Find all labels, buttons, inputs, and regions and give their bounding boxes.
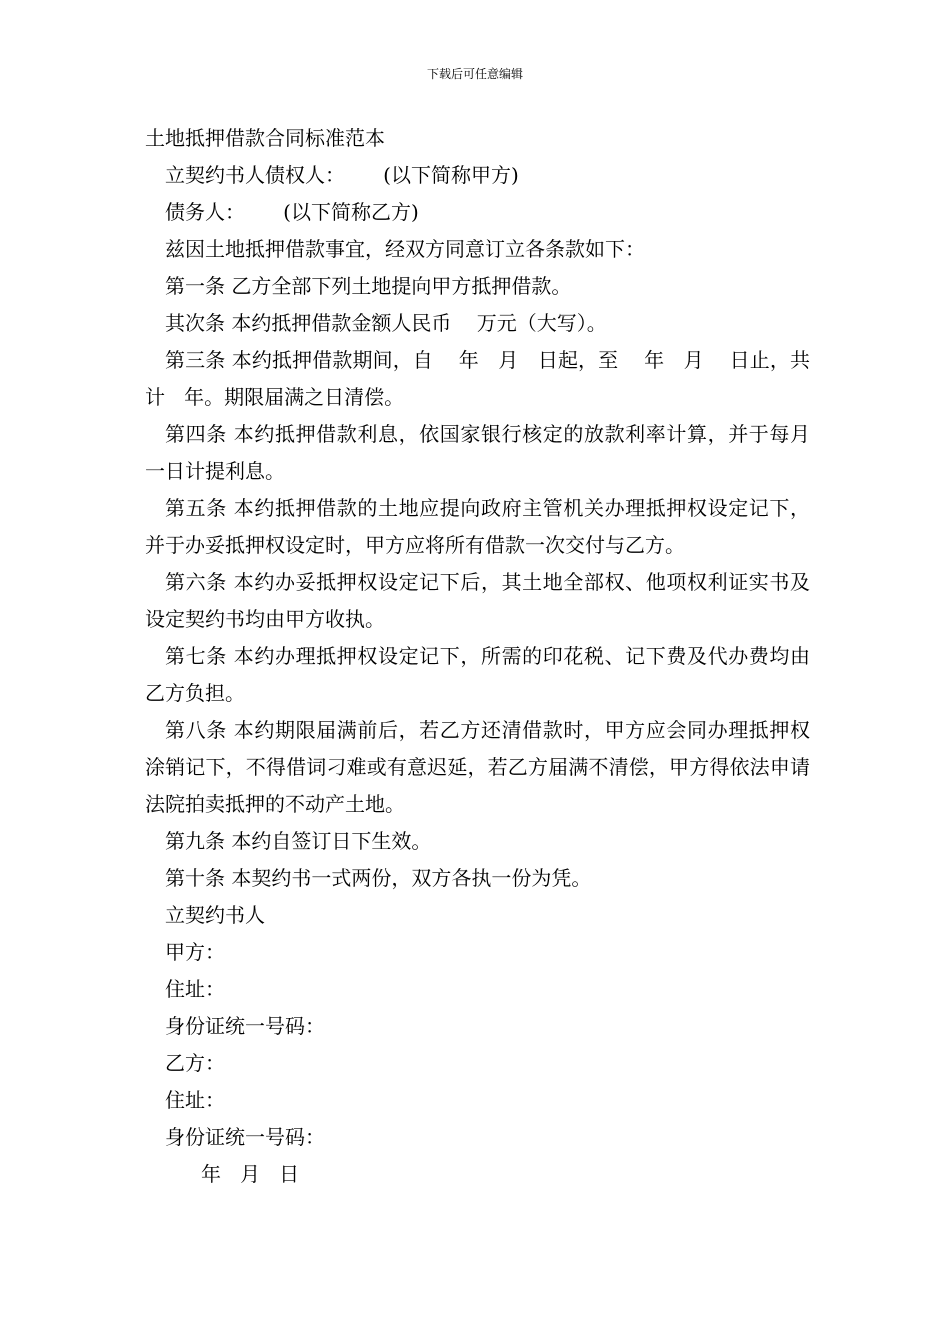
- debtor-line: 债务人： (以下简称乙方): [165, 200, 419, 224]
- party-a-label: 甲方：: [165, 940, 225, 964]
- contract-body: [145, 120, 810, 1193]
- document-title: 土地抵押借款合同标准范本: [145, 126, 385, 150]
- article-2: 其次条 本约抵押借款金额人民币 万元（大写）。: [165, 311, 607, 335]
- header-note: 下载后可任意编辑: [426, 67, 523, 81]
- article-10: 第十条 本契约书一式两份，双方各执一份为凭。: [165, 866, 592, 890]
- article-3: 第三条 本约抵押借款期间，自 年 月 日起，至 年 月 日止，共计 年。期限届满之日清偿。: [145, 348, 810, 409]
- party-b-id-label: 身份证统一号码：: [165, 1125, 325, 1149]
- article-1: 第一条 乙方全部下列土地提向甲方抵押借款。: [165, 274, 572, 298]
- article-8: 第八条 本约期限届满前后，若乙方还清借款时，甲方应会同办理抵押权涂销记下，不得借词刁难或有意迟延，若乙方届满不清偿，甲方得依法申请法院拍卖抵押的不动产土地。: [145, 718, 810, 816]
- article-6: 第六条 本约办妥抵押权设定记下后，其土地全部权、他项权利证实书及设定契约书均由甲方收执。: [145, 570, 810, 631]
- article-7: 第七条 本约办理抵押权设定记下，所需的印花税、记下费及代办费均由乙方负担。: [145, 644, 810, 705]
- party-b-label: 乙方：: [165, 1051, 225, 1075]
- party-b-address-label: 住址：: [165, 1088, 225, 1112]
- article-4: 第四条 本约抵押借款利息，依国家银行核定的放款利率计算，并于每月一日计提利息。: [145, 422, 810, 483]
- preamble: 兹因土地抵押借款事宜，经双方同意订立各条款如下：: [165, 237, 645, 261]
- signature-heading: 立契约书人: [165, 903, 265, 927]
- creditor-line: 立契约书人债权人： (以下简称甲方): [165, 163, 519, 187]
- party-a-address-label: 住址：: [165, 977, 225, 1001]
- signing-date: 年 月 日: [201, 1162, 300, 1186]
- article-9: 第九条 本约自签订日下生效。: [165, 829, 432, 853]
- article-5: 第五条 本约抵押借款的土地应提向政府主管机关办理抵押权设定记下，并于办妥抵押权设定时，甲方应将所有借款一次交付与乙方。: [145, 496, 810, 557]
- party-a-id-label: 身份证统一号码：: [165, 1014, 325, 1038]
